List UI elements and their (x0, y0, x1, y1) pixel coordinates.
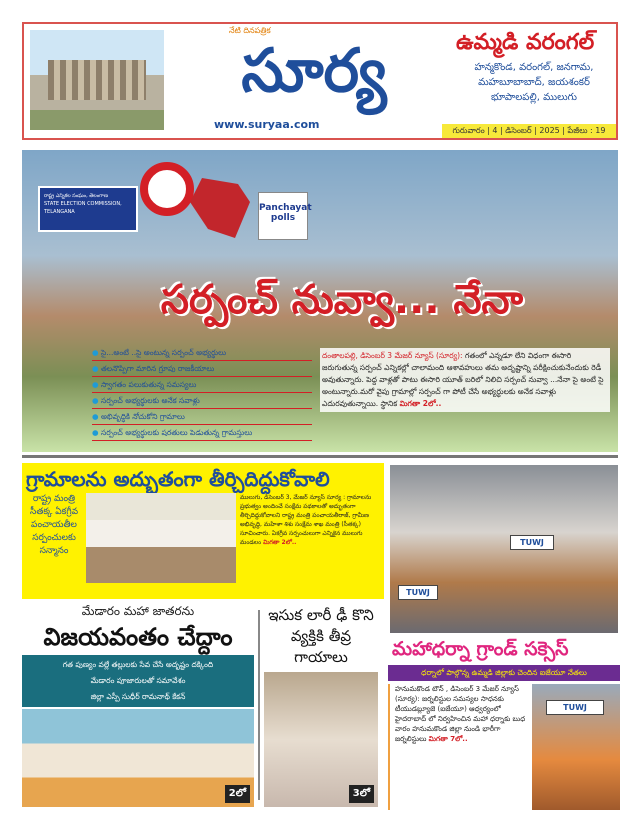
point-item: గత పుణ్యం వల్లే తల్లులకు సేవ చేసే అదృష్టం దక్కింది (62, 660, 214, 669)
temple-photo (30, 30, 164, 130)
story-kicker: మేడారం మహా జాతరను (81, 604, 195, 618)
bullet-item: ● సర్పంచ్ అభ్యర్థులకు షరతులు పెడుతున్న గ్రామస్తులు (92, 426, 312, 441)
lead-bullets (92, 346, 312, 442)
story-medaram (22, 603, 254, 807)
story-headline: విజయవంతం చేద్దాం (43, 623, 233, 651)
story-headline: మహాధర్నా గ్రాండ్ సక్సెస్ (392, 638, 569, 660)
continued-link[interactable]: మిగతా 2లో.. (399, 399, 442, 408)
protest-photo (390, 465, 618, 633)
story-villages (22, 463, 384, 599)
placard: TUWJ (510, 535, 554, 550)
story-body-text: హనుమకొండ టౌన్ , డిసెంబర్ 3 మేజర్ న్యూస్ (సూర్య): జర్నలిస్టుల సమస్యల సాధనకు టీయుడబ్ల్యూజె (ఐజేయూ) ఆధ్వర్యంలో హైదరాబాద్ లో నిర్వహించిన మహా ధర్నాకు బుధ వారం హనుమకొండ జిల్లా నుండి భారీగా జర్నలిస్టులు (395, 685, 526, 743)
point-item: మేడారం పూజారులతో సమావేశం (90, 676, 186, 685)
story-subhead: రాష్ట్ర మంత్రి సీతక్క ఏకగ్రీవ పంచాయతీల సర్పంచులకు సన్మానం (30, 494, 78, 556)
board-text-english: STATE ELECTION COMMISSION, TELANGANA (44, 201, 122, 215)
masthead (22, 22, 618, 140)
tagline: నేటి దినపత్రిక (229, 26, 271, 35)
lead-headline: సర్పంచ్ నువ్వా... నేనా (160, 277, 524, 323)
website-link[interactable]: www.suryaa.com (214, 118, 320, 131)
board-text-telugu: రాష్ట్ర ఎన్నికల సంఘం, తెలంగాణ (44, 193, 108, 199)
bullet-item: ● అభివృద్ధికి నోచుకోని గ్రామాలు (92, 410, 312, 425)
ballot-box-icon: Panchayat polls (258, 192, 308, 240)
story-photo (532, 684, 620, 810)
continued-link[interactable]: మిగతా 2లో.. (263, 539, 297, 546)
placard: TUWJ (398, 585, 438, 600)
page-ref[interactable]: 2లో (225, 785, 250, 803)
continued-link[interactable]: మిగతా 7లో.. (428, 735, 468, 743)
newspaper-logo: సూర్య (241, 36, 387, 106)
lead-body (320, 348, 610, 412)
story-photo (264, 672, 378, 807)
lead-story (22, 150, 618, 452)
story-accident (264, 605, 378, 807)
bullet-item: ● స్వాగతం పలుకుతున్న సమస్యలు (92, 378, 312, 393)
story-body (240, 493, 380, 597)
story-row (388, 684, 620, 810)
divider (22, 455, 618, 458)
bullet-item: ● తలనొప్పిగా మారిన గ్రూపు రాజకీయాలు (92, 362, 312, 377)
story-photo (86, 493, 236, 583)
story-body (388, 684, 528, 810)
edition-districts: హన్మకొండ, వరంగల్, జనగామ, మహబూబాబాద్, జయశంకర్ భూపాలపల్లి, ములుగు (474, 62, 594, 103)
bullet-item: ● సర్పంచ్ అభ్యర్థులకు అనేక సవాళ్లు (92, 394, 312, 409)
divider (258, 610, 260, 800)
story-photo (22, 709, 254, 807)
bullet-item: ● సై...అంటే ..సై అంటున్న సర్పంచ్ అభ్యర్థులు (92, 346, 312, 361)
lead-body-text: గతంలో ఎన్నడూ లేని విధంగా ఈసారి జరుగుతున్న సర్పంచ్ ఎన్నికల్లో చాలామంది ఆశావహులు తమ అదృష్టాన్ని పరీక్షించుకునేందుకు రెడీ అవుతున్నారు. పెద్ద వాళ్లతో పాటు ఈసారి యూత్ బరిలో నిలిచి సర్పంచ్ నువ్వా ...నేనా సై అంటే సై అంటున్నారు.మరో వైపు గ్రామాల్లో సర్పంచ్ గా పోటీ చేసే అభ్యర్థులకు అనేక సవాళ్లు ఎదురవుతున్నాయి. స్థానిక (322, 351, 604, 408)
date-line: గురువారం | 4 | డిసెంబర్ | 2025 | పేజీలు : 19 (442, 124, 616, 138)
story-body-text: ములుగు, డిసెంబర్ 3, మేజర్ న్యూస్ సూర్య : గ్రామాలను ప్రభుత్వం అందించే సంక్షేమ పథకాలతో అద్భుతంగా తీర్చిదిద్దుకోవాలని రాష్ట్ర మంత్రి పంచాయతీరాజ్, గ్రామీణ అభివృద్ధి, మహిళా శిశు సంక్షేమ శాఖ మంత్రి (సీతక్క) సూచించారు. ఏకగ్రీవ సర్పంచులుగా ఎన్నికైన ములుగు మండలం (240, 494, 372, 546)
edition-title: ఉమ్మడి వరంగల్ (456, 30, 595, 55)
story-dharna (388, 636, 620, 810)
placard: TUWJ (546, 700, 604, 715)
point-item: జిల్లా ఎస్పీ సుధీర్ రామనాథ్ కేకన్ (90, 692, 186, 701)
story-row (26, 493, 380, 597)
election-logo-icon (140, 162, 194, 216)
telangana-map-icon (190, 178, 250, 238)
lead-dateline: దంతాలపల్లి, డిసెంబర్ 3 మేజర్ న్యూస్ (సూర్య): (322, 351, 463, 360)
election-commission-board (38, 186, 138, 232)
story-points (22, 655, 254, 707)
story-caption-strip: ధర్నాలో పాల్గొన్న ఉమ్మడి జిల్లాకు చెందిన ఐజేయూ నేతలు (388, 665, 620, 681)
story-headline: ఇసుక లారీ ఢీ కొని వ్యక్తికి తీవ్ర గాయాలు (268, 606, 374, 666)
story-headline: గ్రామాలను అద్భుతంగా తీర్చిదిద్దుకోవాలి (26, 467, 330, 491)
page-ref[interactable]: 3లో (349, 785, 374, 803)
